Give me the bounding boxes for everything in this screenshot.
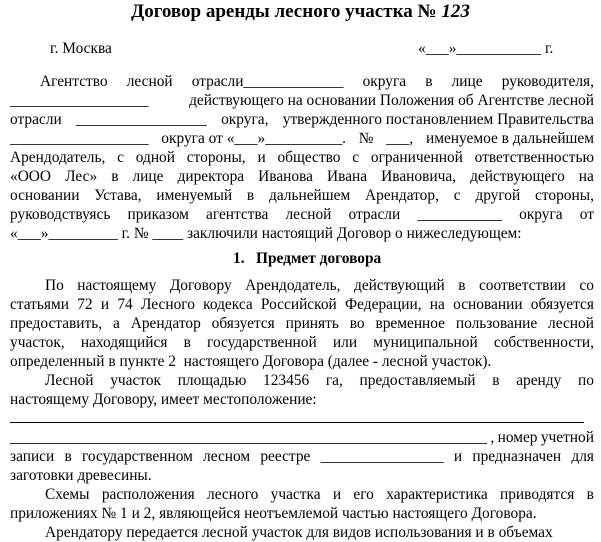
body-word: во (349, 315, 365, 332)
body-word: участок (110, 372, 162, 389)
preamble-word: лице (451, 73, 483, 90)
preamble-word: Устава, (94, 187, 142, 204)
body-word: настоящему Договору, имеет местоположение: (10, 391, 317, 408)
section-number: 1. (233, 250, 245, 267)
body-word: находящийся (80, 334, 168, 351)
contract-date: «___»___________ г. (418, 40, 554, 57)
body-word: 72 (77, 296, 93, 313)
body-word: и (332, 486, 342, 503)
preamble-word: округа, (221, 111, 269, 128)
body-word: предоставляемый (359, 372, 476, 389)
body-word: приложениях № 1 и 2, являющейся неотъемлемой частью настоящего Договора. (10, 505, 537, 522)
body-word: площадью (177, 372, 247, 389)
body-word: государственной (207, 334, 317, 351)
preamble-word: с (352, 149, 360, 166)
body-word: кодекса (203, 296, 253, 313)
preamble-word: от (579, 206, 594, 223)
preamble-word: ограниченной (370, 149, 463, 166)
body-line (10, 428, 594, 447)
body-word: принять (285, 315, 339, 332)
body-word: муниципальной (373, 334, 478, 351)
body-word: пользование (455, 315, 538, 332)
preamble-word: отрасли (10, 111, 62, 128)
body-word: Лесного (140, 296, 195, 313)
preamble-word: руководителя, (501, 73, 594, 90)
body-line (10, 447, 594, 466)
body-line (10, 352, 594, 371)
body-word: учетной (540, 429, 594, 446)
body-word: Российской (260, 296, 337, 313)
body-word: в (183, 334, 191, 351)
body-word: собственности, (493, 334, 594, 351)
body-word: Арендодатель, (245, 277, 341, 294)
body-line (45, 485, 594, 504)
body-word: реестре (260, 448, 311, 465)
body-word: Арендатор (130, 315, 201, 332)
body-word: По (45, 277, 64, 294)
preamble-word: __________________ (10, 92, 149, 109)
body-word: характеристика (386, 486, 488, 503)
preamble-word: приказом (127, 206, 189, 223)
preamble-word: и (257, 149, 266, 166)
body-word: записи (10, 448, 55, 465)
preamble-word: другой (475, 187, 521, 204)
preamble-line (10, 224, 594, 243)
preamble-word: стороны, (535, 187, 594, 204)
body-line (10, 295, 594, 314)
body-word: и (100, 296, 110, 313)
preamble-word: «___»_________ г. № ____ заключили настоящий Договор о нижеследующем: (10, 225, 522, 242)
body-line (45, 276, 594, 295)
body-word: лесного (207, 486, 259, 503)
body-word: ______________________________________________________________ (10, 429, 488, 446)
preamble-word: ___, (386, 130, 414, 147)
preamble-word: с (453, 187, 461, 204)
body-line (10, 314, 594, 333)
body-word: ________________ (320, 448, 444, 465)
body-word: 74 (117, 296, 133, 313)
preamble-word: именуемый (156, 187, 233, 204)
preamble-line (40, 72, 594, 91)
preamble-line (10, 186, 594, 205)
preamble-word: ответственностью (474, 149, 594, 166)
body-word: соответствии (478, 277, 566, 294)
preamble-word: лесной (285, 206, 332, 223)
preamble-word: на (578, 168, 594, 185)
preamble-word: «ООО (10, 168, 52, 185)
preamble-word: действующего на основании Положения об Агентстве лесной (189, 92, 594, 109)
body-word: Лесной (45, 372, 94, 389)
body-word: приводятся (500, 486, 575, 503)
body-word: участка (270, 486, 321, 503)
body-word: предназначен (472, 448, 562, 465)
body-word: Схемы (45, 486, 90, 503)
body-word: статьями (10, 296, 69, 313)
body-word: обязуется (530, 296, 594, 313)
body-word: и (453, 448, 463, 465)
body-word: со (579, 277, 594, 294)
preamble-word: стороны, (186, 149, 246, 166)
preamble-word: отрасли (348, 206, 401, 223)
preamble-word: одной (135, 149, 175, 166)
preamble-word: утвержденного постановлением Правительства (282, 111, 594, 128)
body-word: обязуется (211, 315, 275, 332)
body-line (10, 333, 594, 352)
body-word: по (577, 372, 594, 389)
preamble-word: Арендодатель, (10, 149, 106, 166)
preamble-line (10, 129, 594, 148)
preamble-word: лесной (126, 73, 173, 90)
preamble-word: в (111, 168, 119, 185)
body-word: га, (325, 372, 343, 389)
preamble-word: руководствуясь (10, 206, 111, 223)
body-word: расположения (101, 486, 195, 503)
preamble-word: именуемое в дальнейшем (425, 130, 594, 147)
body-word: лесной (548, 315, 594, 332)
body-word: для (571, 448, 594, 465)
body-word: аренду (516, 372, 562, 389)
body-word: номер (497, 429, 538, 446)
preamble-word: дальнейшем (268, 187, 351, 204)
body-word: лесном (203, 448, 251, 465)
preamble-word: директора (177, 168, 245, 185)
body-word: определенный в пункте 2 настоящего Договора (далее - лесной участок). (10, 353, 492, 370)
section-title: Предмет договора (256, 250, 382, 267)
city: г. Москва (50, 40, 112, 57)
body-word: или (332, 334, 358, 351)
preamble-word: округа (362, 73, 407, 90)
preamble-word: агентства (206, 206, 269, 223)
preamble-word: Арендатор, (365, 187, 439, 204)
body-line (10, 504, 594, 523)
body-word: , (490, 429, 495, 446)
preamble-word: Ивановича, (381, 168, 457, 185)
preamble-line (10, 205, 594, 224)
body-word: в (492, 372, 500, 389)
blank-location-line (10, 422, 584, 423)
preamble-line (10, 148, 594, 167)
preamble-word: Лес» (65, 168, 98, 185)
preamble-word: № (358, 130, 374, 147)
preamble-word: __________________ (10, 130, 149, 147)
preamble-word: в (425, 73, 433, 90)
preamble-word: основании (10, 187, 80, 204)
preamble-line (10, 167, 594, 186)
body-word: участок, (10, 334, 65, 351)
body-line (10, 466, 594, 485)
body-word: на (429, 296, 445, 313)
title-text: Договор аренды лесного участка № (131, 1, 442, 22)
body-word: заготовки древесины. (10, 467, 152, 484)
preamble-word: ___________ (417, 206, 502, 223)
contract-number: 123 (441, 1, 470, 22)
document-title (0, 0, 601, 24)
preamble-word: Иванова (258, 168, 314, 185)
preamble-word: с (117, 149, 124, 166)
body-line (10, 390, 594, 409)
body-word: Договору (169, 277, 232, 294)
preamble-word: Агентство (40, 73, 108, 90)
body-word: Федерации, (345, 296, 422, 313)
preamble-word: в (246, 187, 255, 204)
body-word: настоящему (77, 277, 157, 294)
body-word: государственном (81, 448, 193, 465)
preamble-word: общество (277, 149, 341, 166)
body-word: в (586, 486, 594, 503)
preamble-word: округа (519, 206, 563, 223)
body-word: его (353, 486, 374, 503)
body-word: в (458, 277, 466, 294)
preamble-word: лице (132, 168, 164, 185)
body-word: 123456 (263, 372, 310, 389)
preamble-line (10, 91, 594, 110)
preamble-word: отрасли_____________ (191, 73, 344, 90)
preamble-word: Ивана (327, 168, 368, 185)
body-word: Арендатору передается лесной участок для видов использования и в объемах (45, 524, 553, 541)
body-word: действующий (353, 277, 445, 294)
body-word: а (113, 315, 120, 332)
preamble-word: округа от «___»__________. (161, 130, 346, 147)
body-word: в (64, 448, 72, 465)
body-word: предоставить, (10, 315, 103, 332)
preamble-word: _________________ (75, 111, 207, 128)
preamble-word: действующего (470, 168, 565, 185)
body-word: основании (453, 296, 523, 313)
body-word: временное (375, 315, 446, 332)
section-heading (0, 249, 601, 268)
body-line (45, 371, 594, 390)
preamble-line (10, 110, 594, 129)
